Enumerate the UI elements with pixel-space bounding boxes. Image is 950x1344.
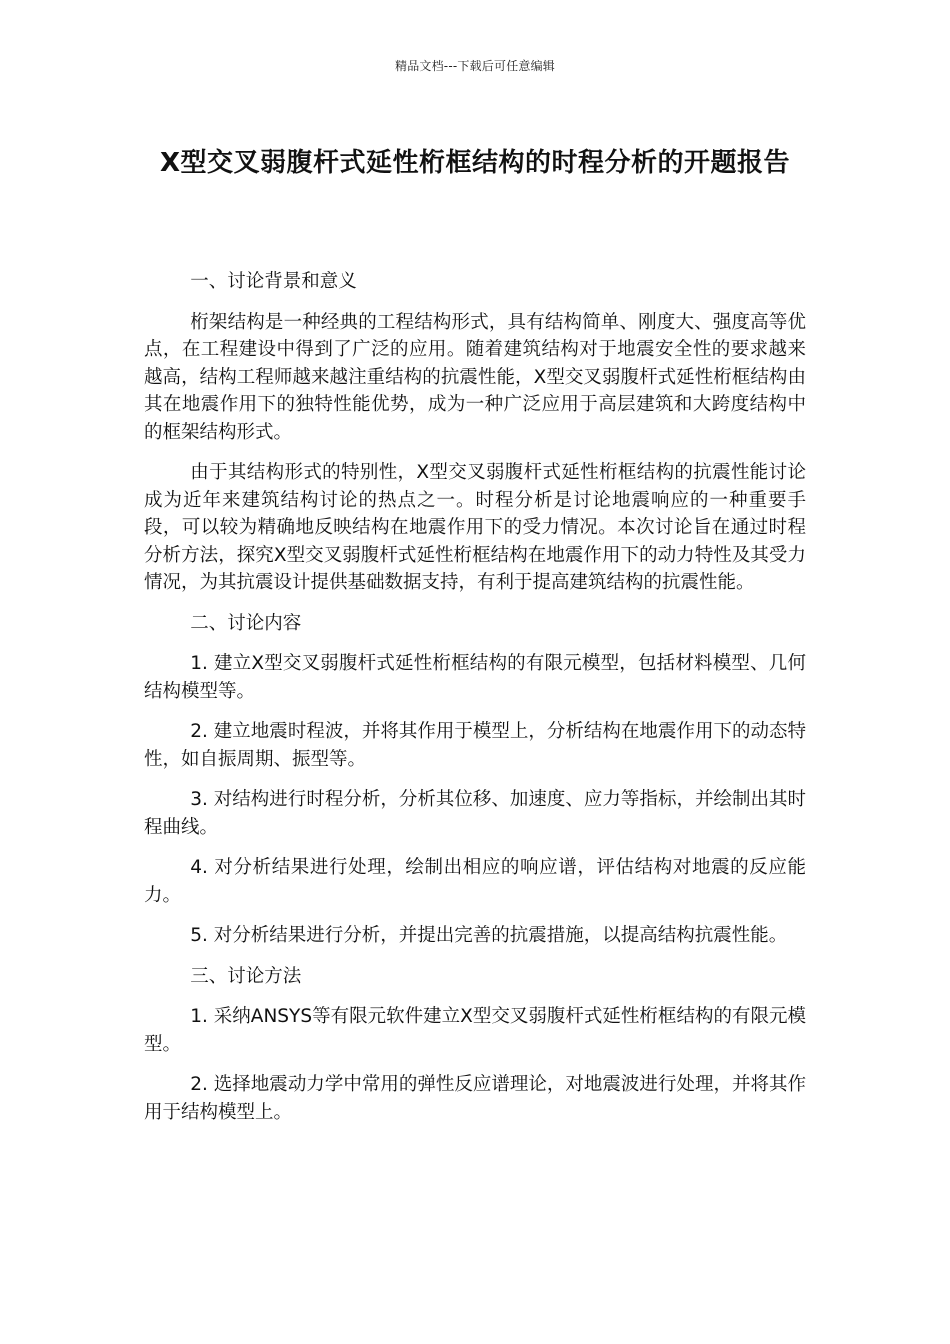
section-heading-content: 二、讨论内容	[190, 612, 302, 634]
document-title: X型交叉弱腹杆式延性桁框结构的时程分析的开题报告	[159, 148, 791, 178]
paragraph: 桁架结构是一种经典的工程结构形式，具有结构简单、刚度大、强度高等优点，在工程建设中得到了广泛的应用。随着建筑结构对于地震安全性的要求越来越高，结构工程师越来越注重结构的抗震性能，X型交叉弱腹杆式延性桁框结构由其在地震作用下的独特性能优势，成为一种广泛应用于高层建筑和大跨度结构中的框架结构形式。	[144, 311, 806, 443]
section-heading-method: 三、讨论方法	[190, 965, 302, 987]
list-item: 3. 对结构进行时程分析，分析其位移、加速度、应力等指标，并绘制出其时程曲线。	[144, 789, 806, 838]
list-item: 4. 对分析结果进行处理，绘制出相应的响应谱，评估结构对地震的反应能力。	[144, 857, 806, 906]
list-item: 2. 选择地震动力学中常用的弹性反应谱理论，对地震波进行处理，并将其作用于结构模型上。	[144, 1074, 806, 1123]
section-heading-background: 一、讨论背景和意义	[190, 271, 357, 292]
list-item: 2. 建立地震时程波，并将其作用于模型上，分析结构在地震作用下的动态特性，如自振周期、振型等。	[144, 721, 806, 770]
list-item: 5. 对分析结果进行分析，并提出完善的抗震措施，以提高结构抗震性能。	[190, 925, 788, 946]
document-body	[144, 268, 806, 1139]
header-note: 精品文档---下载后可任意编辑	[395, 59, 555, 73]
list-item: 1. 建立X型交叉弱腹杆式延性桁框结构的有限元模型，包括材料模型、几何结构模型等。	[144, 653, 806, 702]
list-item: 1. 采纳ANSYS等有限元软件建立X型交叉弱腹杆式延性桁框结构的有限元模型。	[144, 1006, 806, 1055]
paragraph: 由于其结构形式的特别性，X型交叉弱腹杆式延性桁框结构的抗震性能讨论成为近年来建筑结构讨论的热点之一。时程分析是讨论地震响应的一种重要手段，可以较为精确地反映结构在地震作用下的受力情况。本次讨论旨在通过时程分析方法，探究X型交叉弱腹杆式延性桁框结构在地震作用下的动力特性及其受力情况，为其抗震设计提供基础数据支持，有利于提高建筑结构的抗震性能。	[144, 462, 806, 593]
